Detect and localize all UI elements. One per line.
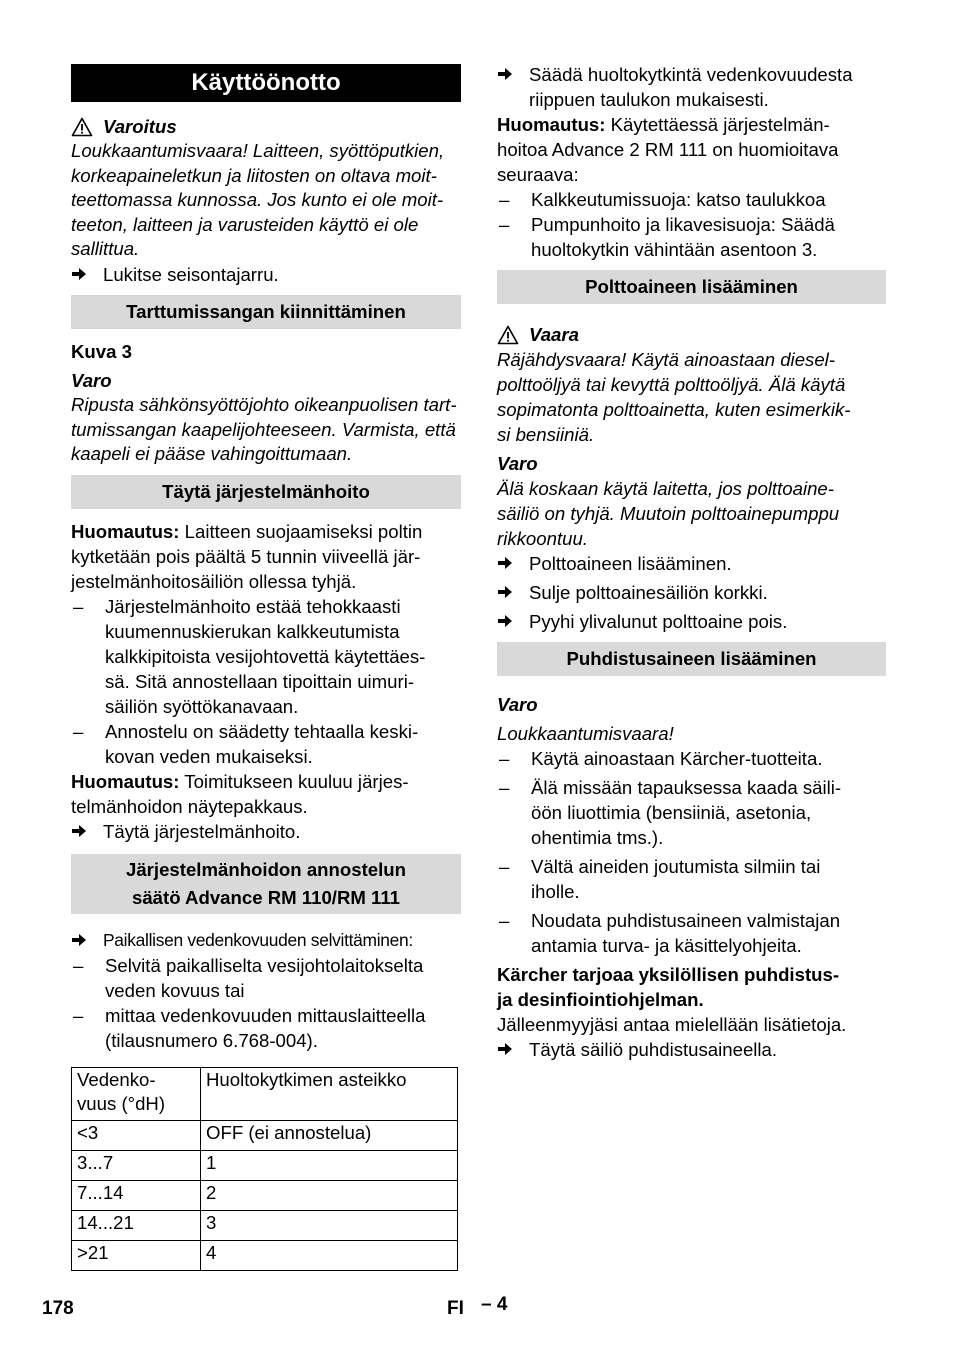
arrow-right-icon (497, 584, 513, 600)
text-line: kuumennuskierukan kalkkeutumista (105, 620, 400, 642)
table-header-cell: Huoltokytkimen asteikko (201, 1067, 458, 1120)
text-line: rikkoontuu. (497, 528, 588, 549)
table-header-row (72, 1067, 458, 1120)
table-row (72, 1210, 458, 1240)
section-heading-line: Järjestelmänhoidon annostelun (126, 858, 406, 880)
header-line: Vedenko- (77, 1068, 156, 1090)
list-item: – Noudata puhdistusaineen valmistajan antamia turva- ja käsittelyohjeita. (499, 910, 841, 956)
table-cell: 1 (201, 1150, 458, 1180)
step-item (71, 819, 461, 844)
text-line: kalkkipitoista vesijohtovettä käytettäes- (105, 645, 426, 667)
list-item: – Vältä aineiden joutumista silmiin tai iholle. (499, 856, 821, 902)
table-row (72, 1150, 458, 1180)
table-cell: 7...14 (72, 1180, 201, 1210)
list-item: – Kalkkeutumissuoja: katso taulukkoa (499, 189, 826, 210)
step-text: Täytä säiliö puhdistusaineella. (529, 1039, 778, 1060)
figure-reference: Kuva 3 (71, 340, 132, 362)
text-line: tumissangan kaapelijohteeseen. Varmista, että (71, 418, 456, 440)
header-line: vuus (°dH) (77, 1093, 166, 1115)
page-number: 178 (42, 1298, 74, 1319)
text-line: Selvitä paikalliselta vesijohtolaitokselta (105, 954, 424, 976)
text-line: seuraava: (497, 164, 579, 185)
caution-label: Varo (71, 369, 112, 391)
step-item (497, 62, 886, 112)
text-line: veden kovuus tai (105, 979, 245, 1001)
step-text: Pyyhi ylivalunut polttoaine pois. (529, 611, 788, 632)
right-column (497, 62, 886, 1062)
step-text: Lukitse seisontajarru. (103, 263, 279, 285)
list-item: – Selvitä paikalliselta vesijohtolaitokselta veden kovuus tai (73, 954, 424, 1001)
step-item (71, 928, 461, 953)
danger-heading (497, 322, 886, 347)
text-line: si bensiiniä. (497, 424, 595, 445)
step-text: Sulje polttoainesäiliön korkki. (529, 582, 768, 603)
text-line: kovan veden mukaiseksi. (105, 745, 313, 767)
table-header-cell (72, 1067, 201, 1120)
list-item: – Järjestelmänhoito estää tehokkaasti kuumennuskierukan kalkkeutumista kalkkipitoista vesijohtovettä käytettäes- sä. Sitä annostellaan tipoittain uimuri- säiliön syöttökanavaan. (73, 595, 426, 717)
caution-text: Loukkaantumisvaara! (497, 723, 674, 744)
warning-label: Varoitus (103, 116, 177, 137)
text-line: kaapeli ei pääse vahingoittumaan. (71, 443, 353, 465)
step-item (71, 262, 461, 287)
note-paragraph (71, 769, 461, 819)
step-item (497, 1037, 886, 1062)
arrow-right-icon (71, 266, 87, 282)
text-line: teettomassa kunnossa. Jos kunto ei ole moit- (71, 189, 444, 211)
text-line: Järjestelmänhoito estää tehokkaasti (105, 595, 401, 617)
page-title: Käyttöönotto (71, 64, 461, 102)
arrow-right-icon (71, 932, 87, 948)
list-item: – Käytä ainoastaan Kärcher-tuotteita. (499, 748, 823, 769)
list-item: – Älä missään tapauksessa kaada säili- öön liuottimia (bensiiniä, asetonia, ohentimia tms.). (499, 777, 842, 848)
table-cell: >21 (72, 1240, 201, 1270)
table-cell: 3...7 (72, 1150, 201, 1180)
text-line: Pumpunhoito ja likavesisuoja: Säädä (531, 214, 835, 235)
text-line: Vältä aineiden joutumista silmiin tai (531, 856, 821, 877)
text-line: polttoöljyä tai kevyttä polttoöljyä. Älä käytä (497, 374, 846, 395)
section-heading-fuel: Polttoaineen lisääminen (497, 270, 886, 304)
info-text: Jälleenmyyjäsi antaa mielellään lisätietoja. (497, 1014, 847, 1035)
text-line: iholle. (531, 881, 580, 902)
section-heading-handle: Tarttumissangan kiinnittäminen (71, 295, 461, 329)
language-code: FI (447, 1298, 464, 1319)
list-item: – mittaa vedenkovuuden mittauslaitteella (tilausnumero 6.768-004). (73, 1004, 426, 1051)
note-label: Huomautus: (71, 770, 180, 792)
step-item (497, 551, 886, 576)
step-item (497, 609, 886, 634)
caution-text (497, 476, 886, 551)
text-line: ohentimia tms.). (531, 827, 664, 848)
warning-triangle-icon (497, 325, 519, 345)
caution-label: Varo (497, 694, 538, 715)
note-label: Huomautus: (497, 114, 606, 135)
section-heading-fill: Täytä järjestelmänhoito (71, 475, 461, 509)
text-line: hoitoa Advance 2 RM 111 on huomioitava (497, 139, 839, 160)
note-paragraph (71, 519, 461, 594)
note-paragraph (497, 112, 886, 187)
text-line: Kalkkeutumissuoja: katso taulukkoa (531, 189, 826, 210)
bold-paragraph (497, 962, 886, 1012)
text-line: korkeapaineletkun ja liitosten on oltava moit- (71, 164, 437, 186)
table-row (72, 1240, 458, 1270)
warning-heading (71, 114, 461, 139)
table-cell: 3 (201, 1210, 458, 1240)
text-line: säiliö on tyhjä. Muutoin polttoainepumppu (497, 503, 840, 524)
text-line: teeton, laitteen ja varusteiden käyttö ei ole (71, 213, 419, 235)
danger-label: Vaara (529, 324, 579, 345)
arrow-right-icon (497, 613, 513, 629)
arrow-right-icon (497, 555, 513, 571)
water-hardness-table (71, 1067, 458, 1271)
text-line: Noudata puhdistusaineen valmistajan (531, 910, 841, 931)
arrow-right-icon (497, 1041, 513, 1057)
text-line: Räjähdysvaara! Käytä ainoastaan diesel- (497, 349, 835, 370)
text-line: telmänhoidon näytepakkaus. (71, 795, 308, 817)
text-line: riippuen taulukon mukaisesti. (529, 89, 769, 110)
text-line: säiliön syöttökanavaan. (105, 695, 299, 717)
left-column (71, 62, 461, 1271)
table-row (72, 1120, 458, 1150)
text-line: Säädä huoltokytkintä vedenkovuudesta (529, 64, 853, 85)
list-item: – Pumpunhoito ja likavesisuoja: Säädä huoltokytkin vähintään asentoon 3. (499, 214, 835, 260)
text-line: Kärcher tarjoaa yksilöllisen puhdistus- (497, 964, 840, 985)
text-line: öön liuottimia (bensiiniä, asetonia, (531, 802, 812, 823)
note-label: Huomautus: (71, 520, 180, 542)
text-line: sä. Sitä annostellaan tipoittain uimuri- (105, 670, 415, 692)
step-text: Täytä järjestelmänhoito. (103, 820, 301, 842)
text-line: Annostelu on säädetty tehtaalla keski- (105, 720, 419, 742)
section-page-number: – 4 (481, 1294, 508, 1315)
arrow-right-icon (71, 823, 87, 839)
caution-text (71, 393, 461, 467)
danger-text (497, 347, 886, 447)
text-line: Älä koskaan käytä laitetta, jos polttoaine- (497, 478, 834, 499)
table-cell: 14...21 (72, 1210, 201, 1240)
section-heading-cleaning-agent: Puhdistusaineen lisääminen (497, 642, 886, 676)
table-cell: <3 (72, 1120, 201, 1150)
table-cell: 4 (201, 1240, 458, 1270)
text-line: Laitteen suojaamiseksi poltin (179, 520, 423, 542)
text-line: mittaa vedenkovuuden mittauslaitteella (105, 1004, 426, 1026)
caution-label: Varo (497, 453, 538, 474)
text-line: Käytä ainoastaan Kärcher-tuotteita. (531, 748, 823, 769)
section-heading-dosing (71, 854, 461, 914)
text-line: Älä missään tapauksessa kaada säili- (531, 777, 842, 798)
warning-triangle-icon (71, 117, 93, 137)
text-line: kytketään pois päältä 5 tunnin viiveellä jär- (71, 545, 421, 567)
table-cell: 2 (201, 1180, 458, 1210)
step-text: Polttoaineen lisääminen. (529, 553, 732, 574)
text-line: sallittua. (71, 238, 140, 260)
text-line: (tilausnumero 6.768-004). (105, 1029, 318, 1051)
table-row (72, 1180, 458, 1210)
text-line: jestelmänhoitosäiliön ollessa tyhjä. (71, 570, 357, 592)
text-line: Loukkaantumisvaara! Laitteen, syöttöputkien, (71, 140, 445, 161)
section-heading-line: säätö Advance RM 110/RM 111 (131, 886, 401, 908)
arrow-right-icon (497, 66, 513, 82)
warning-text (71, 139, 461, 262)
text-line: huoltokytkin vähintään asentoon 3. (531, 239, 818, 260)
text-line: Toimitukseen kuuluu järjes- (179, 770, 409, 792)
text-line: ja desinfiointiohjelman. (497, 989, 704, 1010)
step-item (497, 580, 886, 605)
text-line: sopimatonta polttoainetta, kuten esimerkik- (497, 399, 851, 420)
table-cell: OFF (ei annostelua) (201, 1120, 458, 1150)
list-item: – Annostelu on säädetty tehtaalla keski- kovan veden mukaiseksi. (73, 720, 419, 767)
text-line: antamia turva- ja käsittelyohjeita. (531, 935, 802, 956)
text-line: Ripusta sähkönsyöttöjohto oikeanpuolisen tart- (71, 393, 457, 415)
step-text: Paikallisen vedenkovuuden selvittäminen: (103, 929, 413, 950)
text-line: Käytettäessä järjestelmän- (605, 114, 830, 135)
